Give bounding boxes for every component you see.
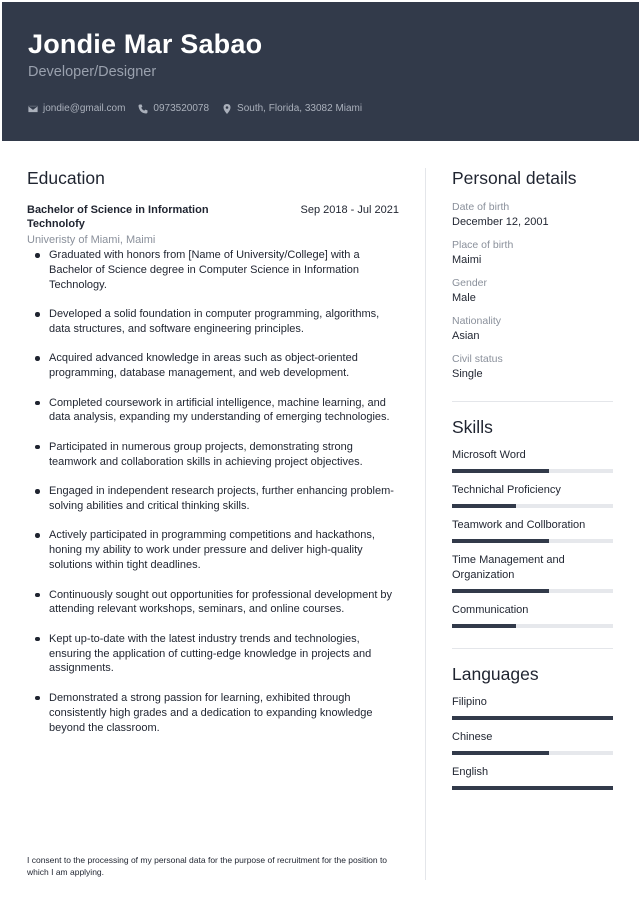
skill-name: Microsoft Word <box>452 449 526 461</box>
skill-level-fill <box>452 589 549 593</box>
list-item: Graduated with honors from [Name of University/College] with a Bachelor of Science degree in Computer Science in Information Technology. <box>27 248 399 292</box>
sidebar <box>452 168 613 790</box>
detail-place-of-birth <box>452 239 613 267</box>
list-item: Actively participated in programming competitions and hackathons, honing my ability to work under pressure and deliver high-quality solutions within tight deadlines. <box>27 528 399 572</box>
column-divider <box>425 168 426 880</box>
skill-level-fill <box>452 469 549 473</box>
language-level-fill <box>452 751 549 755</box>
skill-name: Teamwork and Collboration <box>452 519 586 531</box>
education-entry <box>27 204 399 247</box>
consent-statement: I consent to the processing of my personal data for the purpose of recruitment for the position to which I am applying. <box>27 855 388 877</box>
detail-label: Nationality <box>452 315 502 327</box>
detail-civil-status <box>452 353 613 381</box>
skill-item <box>452 518 613 543</box>
detail-value: Maimi <box>452 254 482 266</box>
skill-item <box>452 448 613 473</box>
language-level-bar <box>452 751 613 755</box>
address-text: South, Florida, 33082 Miami <box>237 103 363 114</box>
map-pin-icon <box>222 104 232 114</box>
detail-nationality <box>452 315 613 343</box>
skill-name: Technichal Proficiency <box>452 484 561 496</box>
list-item: Participated in numerous group projects, demonstrating strong teamwork and collaboration skills in achieving project objectives. <box>27 440 399 470</box>
language-item <box>452 695 613 720</box>
email-text: jondie@gmail.com <box>43 103 126 114</box>
skill-level-bar <box>452 589 613 593</box>
candidate-role: Developer/Designer <box>28 64 157 80</box>
detail-label: Civil status <box>452 353 503 365</box>
language-name: Filipino <box>452 696 487 708</box>
detail-label: Date of birth <box>452 201 510 213</box>
detail-value: Single <box>452 368 483 380</box>
languages-heading: Languages <box>452 664 539 684</box>
list-item: Developed a solid foundation in computer programming, algorithms, data structures, and software engineering principles. <box>27 307 399 337</box>
contact-row <box>28 103 375 114</box>
candidate-name: Jondie Mar Sabao <box>28 29 263 59</box>
skill-level-fill <box>452 539 549 543</box>
section-divider <box>452 401 613 402</box>
phone-text: 0973520078 <box>153 103 210 114</box>
degree-title: Bachelor of Science in Information Technolofy <box>27 204 209 230</box>
skill-name: Time Management and Organization <box>452 554 565 581</box>
detail-label: Gender <box>452 277 488 289</box>
contact-phone[interactable] <box>138 103 209 114</box>
skill-level-fill <box>452 624 516 628</box>
detail-value: Asian <box>452 330 480 342</box>
education-section <box>27 168 399 750</box>
resume-header <box>2 2 639 141</box>
list-item: Continuously sought out opportunities for professional development by attending relevant workshops, seminars, and online courses. <box>27 588 399 618</box>
skill-level-bar <box>452 539 613 543</box>
language-name: Chinese <box>452 731 493 743</box>
contact-email[interactable] <box>28 103 125 114</box>
language-level-fill <box>452 716 613 720</box>
education-bullets <box>27 248 399 735</box>
skill-item <box>452 483 613 508</box>
detail-value: December 12, 2001 <box>452 216 549 228</box>
language-level-fill <box>452 786 613 790</box>
detail-label: Place of birth <box>452 239 514 251</box>
list-item: Kept up-to-date with the latest industry trends and technologies, ensuring the application of cutting-edge knowledge in projects and assignments. <box>27 632 399 676</box>
skills-heading: Skills <box>452 417 493 437</box>
language-item <box>452 765 613 790</box>
list-item: Completed coursework in artificial intelligence, machine learning, and data analysis, expanding my understanding of emerging technologies. <box>27 396 399 426</box>
skill-level-bar <box>452 469 613 473</box>
skill-level-fill <box>452 504 516 508</box>
skill-item <box>452 553 613 593</box>
skill-level-bar <box>452 624 613 628</box>
detail-date-of-birth <box>452 201 613 229</box>
detail-gender <box>452 277 613 305</box>
language-name: English <box>452 766 489 778</box>
detail-value: Male <box>452 292 476 304</box>
envelope-icon <box>28 104 38 114</box>
skill-item <box>452 603 613 628</box>
personal-details-heading: Personal details <box>452 168 577 188</box>
skill-level-bar <box>452 504 613 508</box>
contact-address <box>222 103 362 114</box>
list-item: Demonstrated a strong passion for learning, exhibited through consistently high grades and a dedication to expanding knowledge beyond the classroom. <box>27 691 399 735</box>
language-item <box>452 730 613 755</box>
language-level-bar <box>452 786 613 790</box>
school-name: Univeristy of Miami, Maimi <box>27 234 156 246</box>
skill-name: Communication <box>452 604 529 616</box>
education-dates: Sep 2018 - Jul 2021 <box>300 204 399 216</box>
section-divider <box>452 648 613 649</box>
phone-icon <box>138 104 148 114</box>
education-heading: Education <box>27 168 105 188</box>
list-item: Engaged in independent research projects, further enhancing problem-solving abilities and critical thinking skills. <box>27 484 399 514</box>
list-item: Acquired advanced knowledge in areas such as object-oriented programming, database management, and web development. <box>27 351 399 381</box>
language-level-bar <box>452 716 613 720</box>
